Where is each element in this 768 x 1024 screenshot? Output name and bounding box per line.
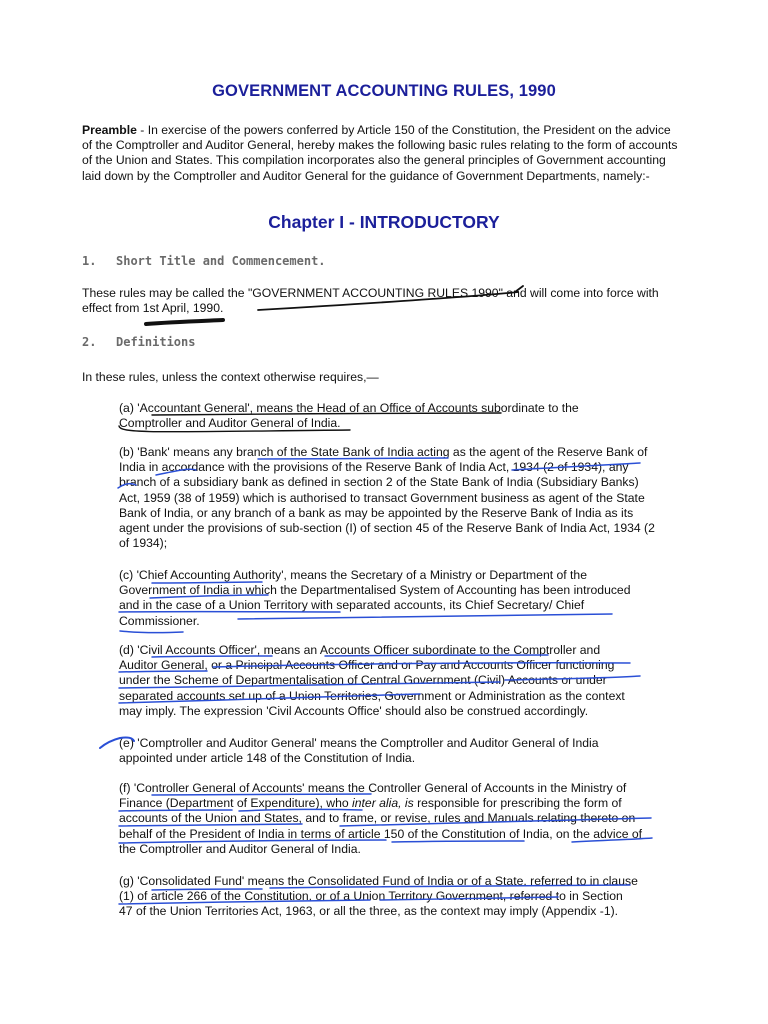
- section-title: Short Title and Commencement.: [116, 254, 326, 268]
- definition-e: (e) 'Comptroller and Auditor General' means the Comptroller and Auditor General of India appointed under article 148 of the Constitution of India.: [119, 736, 599, 766]
- section-heading-2: [82, 335, 195, 349]
- definition-c: (c) 'Chief Accounting Authority', means the Secretary of a Ministry or Department of the Government of India in which the Departmentalised System of Accounting has been introduced and in the case of a Union Territory with separated accounts, its Chief Secretary/ Chief Commissioner.: [119, 568, 631, 628]
- definition-g: (g) 'Consolidated Fund' means the Consolidated Fund of India or of a State, referred to in clause (1) of article 266 of the Constitution, or of a Union Territory Government, referred to in Section 47 of the Union Territories Act, 1963, or all the three, as the context may imply (Appendix -1).: [119, 874, 638, 919]
- section-number: 1.: [82, 254, 97, 268]
- preamble-text: - In exercise of the powers conferred by Article 150 of the Constitution, the President on the advice of the Comptroller and Auditor General, hereby makes the following basic rules relating to the form of accounts of the Union and States. This compilation incorporates also the general principles of Government accounting laid down by the Comptroller and Auditor General for the guidance of Government Departments, namely:-: [82, 123, 678, 183]
- preamble-label: Preamble: [82, 123, 137, 137]
- definition-b: (b) 'Bank' means any branch of the State Bank of India acting as the agent of the Reserve Bank of India in accordance with the provisions of the Reserve Bank of India Act, 1934 (2 of 1934), any branch of a subsidiary bank as defined in section 2 of the State Bank of India (Subsidiary Banks) Act, 1959 (38 of 1959) which is authorised to transact Government business as agent of the State Bank of India, or any branch of a bank as may be appointed by the Reserve Bank of India as its agent under the provisions of sub-section (I) of section 45 of the Reserve Bank of India Act, 1934 (2 of 1934);: [119, 445, 655, 551]
- ink-underline-black-thick: [146, 320, 223, 324]
- section-number: 2.: [82, 335, 97, 349]
- definition-d: (d) 'Civil Accounts Officer', means an Accounts Officer subordinate to the Comptroller and Auditor General, or a Principal Accounts Officer and or Pay and Accounts Officer functioning under the Scheme of Departmentalisation of Central Government (Civil) Accounts or under separated accounts set up of a Union Territories, Government or Administration as the context may imply. The expression 'Civil Accounts Office' should also be construed accordingly.: [119, 643, 625, 718]
- definition-f-text-2: responsible for prescribing the form of accounts of the Union and States, and to frame, or revise, rules and Manuals relating thereto on behalf of the President of India in terms of article 150 of the Constitution of India, on the advice of the Comptroller and Auditor General of India.: [119, 796, 643, 856]
- section-title: Definitions: [116, 335, 196, 349]
- section-heading-1: [82, 254, 326, 268]
- definition-f: [119, 781, 659, 857]
- chapter-title: Chapter I - INTRODUCTORY: [268, 212, 500, 232]
- definition-f-text-1: (f) 'Controller General of Accounts' means the Controller General of Accounts in the Ministry of Finance (Department of Expenditure), who: [119, 781, 627, 811]
- commencement-paragraph: These rules may be called the "GOVERNMENT ACCOUNTING RULES 1990" and will come into force with effect from 1st April, 1990.: [82, 286, 659, 316]
- preamble-paragraph: [82, 123, 684, 184]
- definition-f-italic: inter alia, is: [352, 796, 414, 811]
- document-title: GOVERNMENT ACCOUNTING RULES, 1990: [212, 82, 556, 100]
- definition-a: (a) 'Accountant General', means the Head of an Office of Accounts subordinate to the Comptroller and Auditor General of India.: [119, 401, 579, 431]
- definitions-intro: In these rules, unless the context otherwise requires,—: [82, 370, 379, 384]
